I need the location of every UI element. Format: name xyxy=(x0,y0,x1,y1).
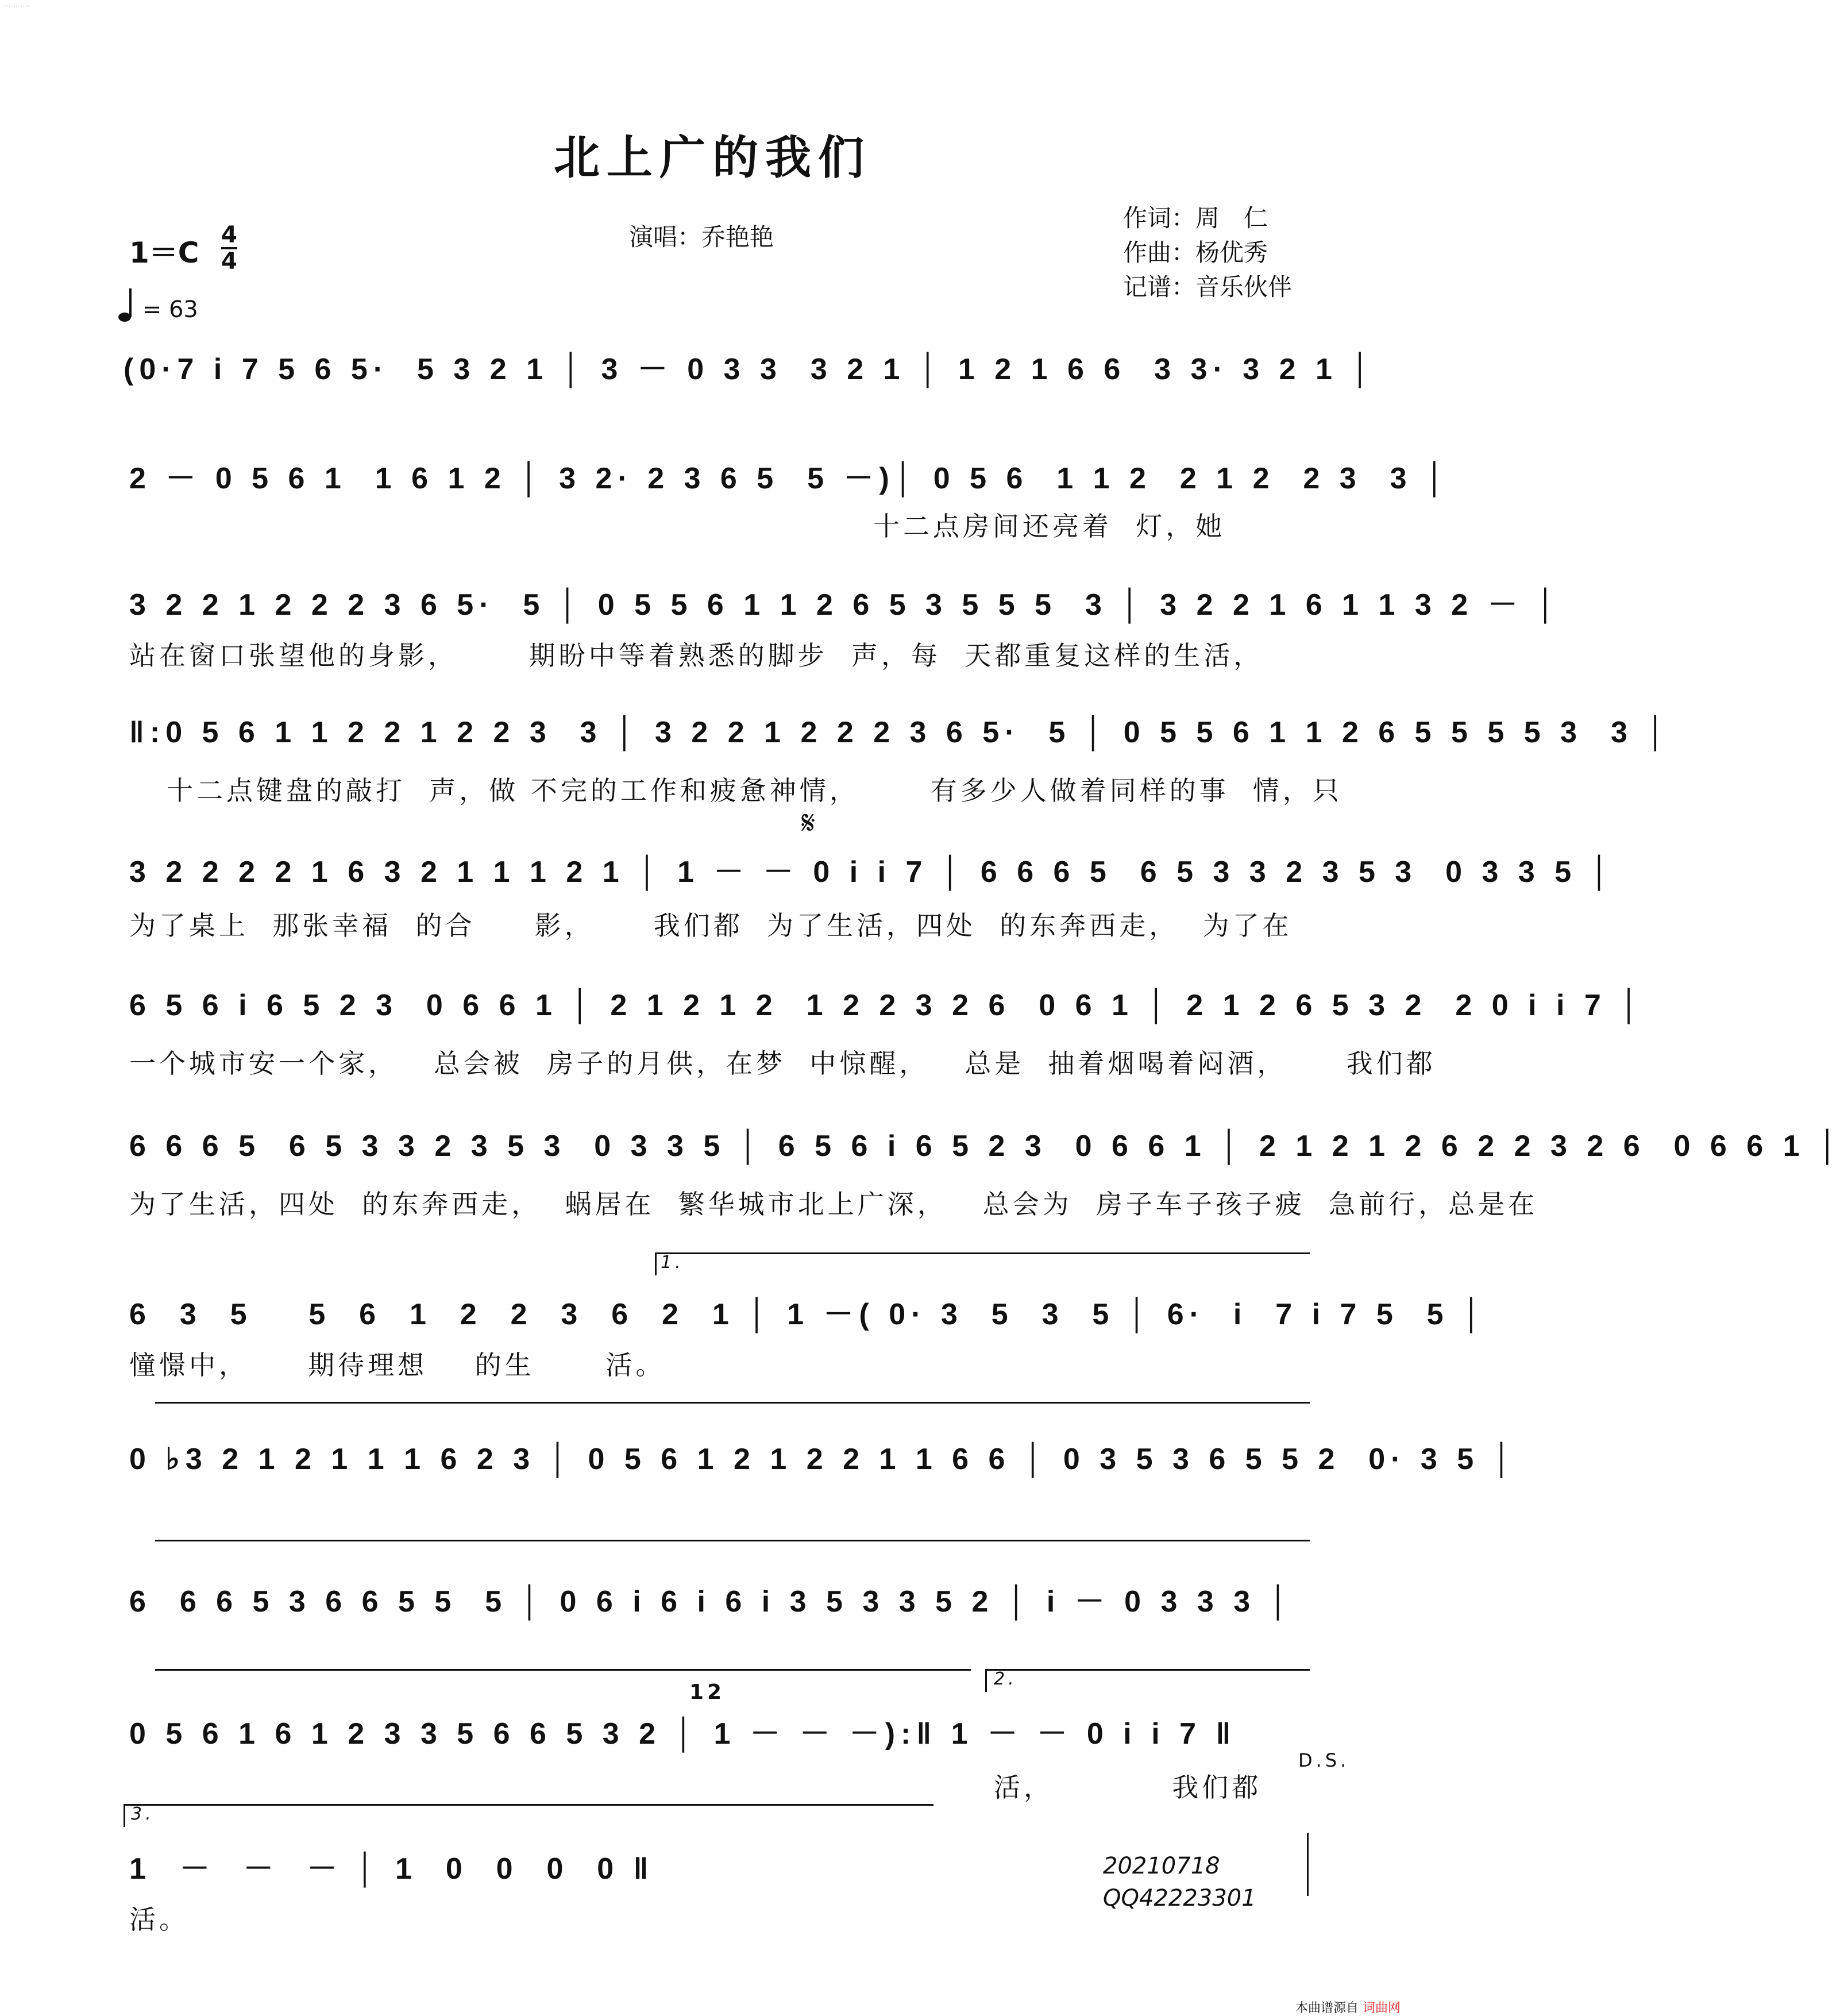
lyric-row-6: 一个城市安一个家， 总会被 房子的月供，在梦 中惊醒， 总是 抽着烟喝着闷酒， 我们都 xyxy=(129,1048,1436,1079)
stamp-date: 20210718 xyxy=(1103,1853,1220,1879)
composer-credit: 作曲：杨优秀 xyxy=(1123,238,1268,267)
score-row-8: 6 3 5 5 6 1 2 2 3 6 2 1 │ 1 －( 0· 3 5 3 5 │ 6· i 7 i 7 5 5 │ xyxy=(129,1298,1488,1331)
stamp-qq: QQ42223301 xyxy=(1103,1885,1256,1911)
footer-brand: 词曲网 xyxy=(1363,2001,1401,2015)
lyric-row-4: 十二点键盘的敲打 声，做 不完的工作和疲惫神情， 有多少人做着同样的事 情，只 xyxy=(167,775,1343,806)
volta-2-label: 2. xyxy=(994,1669,1017,1689)
transcription-stamp xyxy=(1103,1850,1256,1914)
score-row-5: 3 2 2 2 2 1 6 3 2 1 1 1 2 1 │ 1 － － 0 i i 7 │ 6 6 6 5 6 5 3 3 2 3 5 3 0 3 3 5 │ xyxy=(129,855,1616,889)
volta-3-left xyxy=(124,1804,125,1827)
time-signature-bottom: 4 xyxy=(221,248,237,275)
tempo-value: = 63 xyxy=(142,296,198,323)
score-row-2: 2 － 0 5 6 1 1 6 1 2 │ 3 2· 2 3 6 5 5 －)│ 0 5 6 1 1 2 2 1 2 2 3 3 │ xyxy=(129,462,1451,495)
score-row-9: 0 ♭3 2 1 2 1 1 1 6 2 3 │ 0 5 6 1 2 1 2 2 1 1 6 6 │ 0 3 5 3 6 5 5 2 0· 3 5 │ xyxy=(129,1443,1518,1476)
section-line-1 xyxy=(155,1402,1310,1404)
fermata-beats: 12 xyxy=(689,1680,726,1704)
lyric-row-2: 十二点房间还亮着 灯，她 xyxy=(873,511,1226,542)
lyricist-credit: 作词：周 仁 xyxy=(1123,204,1268,232)
lyric-row-11: 活， 我们都 xyxy=(994,1772,1262,1803)
lyric-row-8: 憧憬中， 期待理想 的生 活。 xyxy=(129,1350,666,1381)
tempo-marking xyxy=(118,287,198,323)
lyric-row-7: 为了生活，四处 的东奔西走， 蜗居在 繁华城市北上广深， 总会为 房子车子孩子疲 急前行，总是在 xyxy=(129,1189,1538,1220)
transcriber-credit: 记谱：音乐伙伴 xyxy=(1123,273,1293,301)
volta-1-bracket xyxy=(655,1252,1310,1254)
score-row-12: 1 － － － │ 1 0 0 0 0 ‖ xyxy=(129,1852,654,1886)
quarter-note-icon xyxy=(118,287,135,323)
ds-mark: D.S. xyxy=(1298,1749,1350,1771)
section-line-3 xyxy=(155,1669,971,1671)
section-line-2 xyxy=(155,1540,1310,1541)
segno-icon: 𝄋 xyxy=(801,804,816,842)
song-title: 北上广的我们 xyxy=(554,131,871,184)
volta-2-bracket xyxy=(985,1669,1310,1671)
time-signature-top: 4 xyxy=(221,222,237,248)
lyric-row-12: 活。 xyxy=(129,1904,189,1935)
volta-2-left xyxy=(985,1669,987,1692)
score-row-6: 6 5 6 i 6 5 2 3 0 6 6 1 │ 2 1 2 1 2 1 2 2 3 2 6 0 6 1 │ 2 1 2 6 5 3 2 2 0 i i 7 │ xyxy=(129,989,1645,1022)
score-row-3: 3 2 2 1 2 2 2 3 6 5· 5 │ 0 5 5 6 1 1 2 6 5 3 5 5 5 3 │ 3 2 2 1 6 1 1 3 2 － │ xyxy=(129,588,1562,622)
volta-1-left xyxy=(655,1252,657,1275)
score-row-1: (0·7 i 7 5 6 5· 5 3 2 1 │ 3 － 0 3 3 3 2 1 │ 1 2 1 6 6 3 3· 3 2 1 │ xyxy=(124,353,1376,386)
end-barline-right xyxy=(1307,1833,1309,1896)
credits-block xyxy=(1123,201,1292,304)
key-signature: 1＝C xyxy=(129,236,199,269)
volta-3-label: 3. xyxy=(131,1804,155,1824)
volta-3-bracket xyxy=(124,1804,933,1806)
lyric-row-5: 为了桌上 那张幸福 的合 影， 我们都 为了生活，四处 的东奔西走， 为了在 xyxy=(129,910,1293,941)
score-row-10: 6 6 6 5 3 6 6 5 5 5 │ 0 6 i 6 i 6 i 3 5 3 3 5 2 │ i － 0 3 3 3 │ xyxy=(129,1585,1295,1618)
score-row-7: 6 6 6 5 6 5 3 3 2 3 5 3 0 3 3 5 │ 6 5 6 i 6 5 2 3 0 6 6 1 │ 2 1 2 1 2 6 2 2 3 2 6 0 6 6 1 │ xyxy=(129,1130,1844,1163)
score-row-4: ‖:0 5 6 1 1 2 2 1 2 2 3 3 │ 3 2 2 1 2 2 2 3 6 5· 5 │ 0 5 5 6 1 1 2 6 5 5 5 5 3 3 │ xyxy=(129,716,1672,749)
header-small-text: …………… xyxy=(3,2,29,8)
score-row-11: 0 5 6 1 6 1 2 3 3 5 6 6 5 3 2 │ 1 － － －):‖ 1 － － 0 i i 7 ‖ xyxy=(129,1717,1237,1751)
time-signature xyxy=(221,223,237,273)
singer-credit: 演唱：乔艳艳 xyxy=(629,223,774,251)
site-footer xyxy=(1295,1998,1401,2016)
footer-source: 本曲谱源自 xyxy=(1295,2001,1359,2015)
volta-1-label: 1. xyxy=(661,1252,684,1273)
lyric-row-3: 站在窗口张望他的身影， 期盼中等着熟悉的脚步 声，每 天都重复这样的生活， xyxy=(129,640,1264,671)
